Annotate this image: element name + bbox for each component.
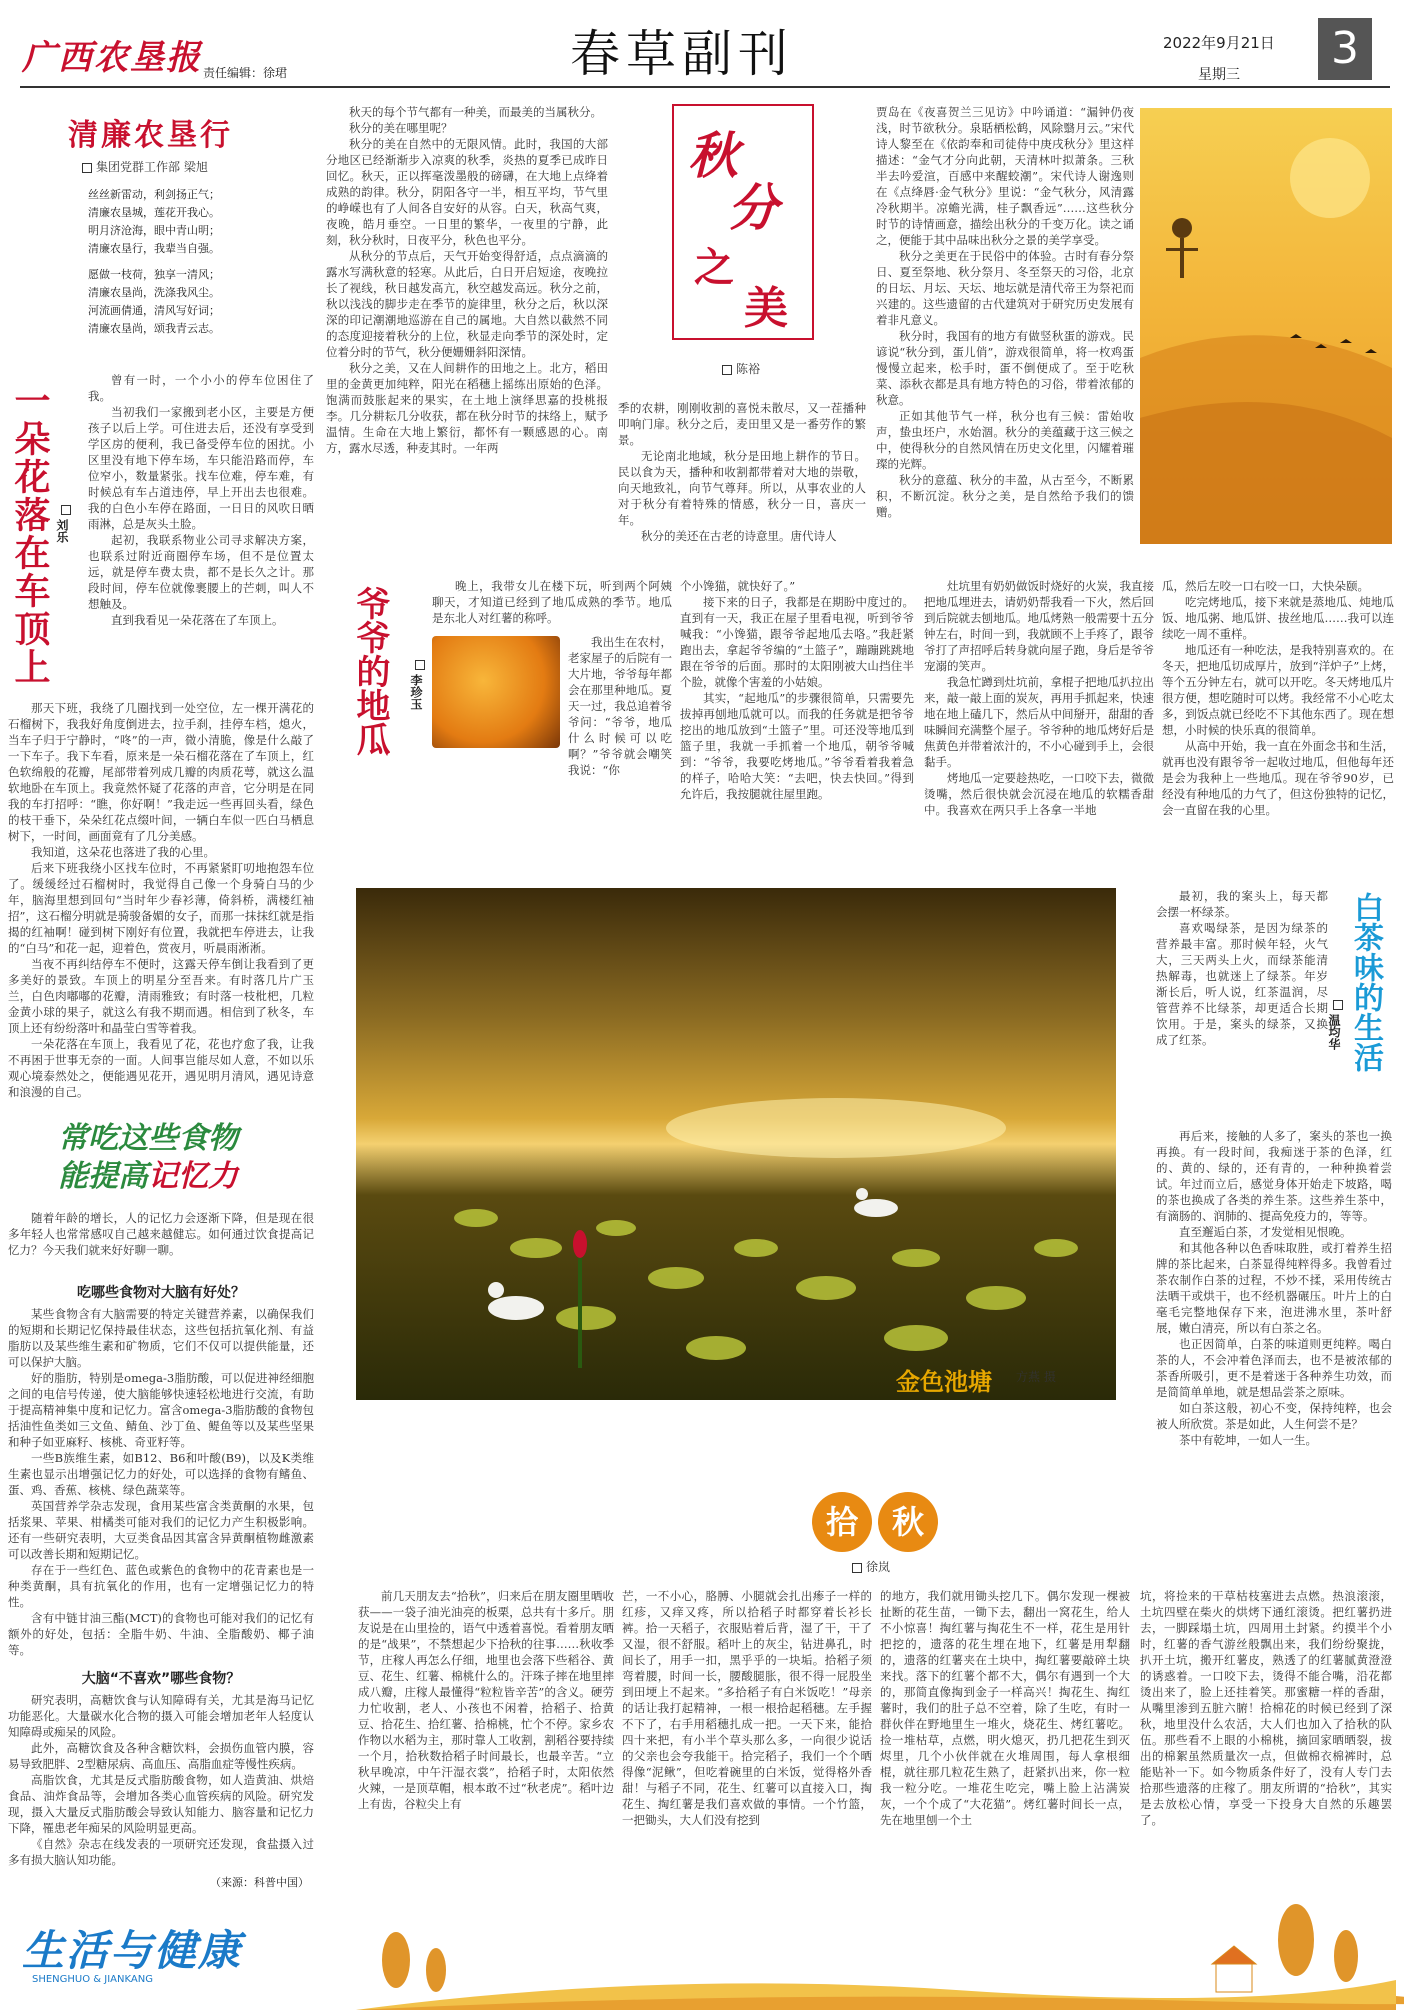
masthead-rule (20, 86, 1390, 88)
paper-logo: 广西农垦报 (22, 38, 202, 78)
page-number: 3 (1318, 18, 1372, 80)
memory-section-1: 某些食物含有大脑需要的特定关键营养素，以确保我们的短期和长期记忆保持最佳状态，这些包括抗氧化剂、有益脂肪以及某些维生素和矿物质，它们不仅可以提供能量，还可以保护大脑。 好的脂肪，特别是omega-3脂肪酸，可以促进神经细胞之间的电信号传递，使大脑能够快速轻松地进行交流，有助于提高精神集中度和记忆力。富含omega-3脂肪酸的食物包括油性鱼类如三文鱼、鲭鱼、沙丁鱼、鳀鱼等以及某些坚果和种子如亚麻籽、核桃、奇亚籽等。 一些B族维生素，如B12、B6和叶酸(B9)，以及K类维生素也显示出增强记忆力的好处，可以选择的食物有鳍鱼、蛋、鸡、香蕉、核桃、绿色蔬菜等。 英国营养学杂志发现，食用某些富含类黄酮的水果，包括浆果、苹果、柑橘类可能对我们的记忆力产生积极影响。还有一些研究表明，大豆类食品因其富含异黄酮植物雌激素可以改善长期和短期记忆。 存在于一些红色、蓝色或紫色的食物中的花青素也是一种类黄酮，具有抗氧化的作用，也有一定增强记忆力的特性。 含有中链甘油三酯(MCT)的食物也可能对我们的记忆有额外的好处，包括：全脂牛奶、牛油、全脂酸奶、椰子油等。 (8, 1307, 314, 1657)
editor-credit: 责任编辑：徐珺 (203, 66, 288, 80)
harvest-title-badge-2: 秋 (878, 1492, 938, 1552)
autumn-title-char-2: 分 (728, 178, 778, 237)
tea-title: 白茶味的生活 (1348, 892, 1383, 1072)
flower-byline: 刘乐 (54, 505, 71, 543)
autumn-byline: 陈裕 (722, 360, 760, 377)
harvest-col-4: 坑，将捡来的干草枯枝塞进去点燃。热浪滚滚，土坑四壁在柴火的烘烤下通红滚烫。把红薯扔进去，一脚踩塌土坑，四周用土封紧。约摸半个小时，红薯的香气游丝般飘出来，我们纷纷聚拢，扒开土坑，搬开红薯皮，熟透了的红薯腻黄澄澄的诱惑着。一口咬下去，烫得不能合嘴，沿花都烫出来了，脸上还挂着笑。那蜜糖一样的香甜，从嘴里渗到五脏六腑！拾棉花的时候已经到了深秋，地里没什么农活，大人们也加入了拾秋的队伍。那些看不上眼的小棉桃，摘回家晒晒裂，拔出的棉絮虽然质量次一点，但做棉衣棉裤时，总能贴补一下。如今物质条件好了，没有人专门去拾那些遗落的庄稼了。朋友所谓的“拾秋”，其实是去放松心情，享受一下投身大自然的乐趣罢了。 (1140, 1589, 1392, 1827)
poem-byline: 集团党群工作部 梁旭 (82, 158, 208, 175)
pond-photo-credit: 方燕 摄 (1016, 1370, 1056, 1384)
autumn-title-char-3: 之 (694, 244, 734, 291)
issue-date: 2022年9月21日 (1163, 34, 1275, 52)
memory-title (58, 1120, 238, 1196)
memory-subhead-1: 吃哪些食物对大脑有好处？ (77, 1285, 245, 1301)
sweet-potato-photo (432, 636, 560, 748)
section-title: 春草副刊 (570, 25, 794, 83)
grandpa-col-1-top: 晚上，我带女儿在楼下玩，听到两个阿姨聊天，才知道已经到了地瓜成熟的季节。地瓜是东北人对红薯的称呼。 (432, 579, 672, 625)
masthead (0, 0, 1404, 90)
grandpa-title: 爷爷的地瓜 (350, 586, 390, 756)
memory-title-line-1: 常吃这些食物 (58, 1121, 238, 1156)
footer-field-decoration (356, 1900, 1396, 2010)
issue-weekday: 星期三 (1198, 67, 1240, 83)
footer-trees-graphic (356, 1900, 1396, 2010)
harvest-title-badge-1: 拾 (812, 1492, 872, 1552)
poem-stanza-2: 愿做一枝荷，独享一清风； 清廉农垦尚，洗涤我风尘。 河流画倩通，清风写好词； 清廉农垦尚，颂我青云志。 (88, 268, 220, 335)
tea-body-bottom: 再后来，接触的人多了，案头的茶也一换再换。有一段时间，我痴迷于茶的色泽，红的、黄的、绿的，还有青的，一种种换着尝试。年过而立后，感觉身体开始走下坡路，喝的茶也换成了各类的养生茶。这些养生茶中，有滴肠的、润肺的、提高免疫力的，等等。 直至邂逅白茶，才发觉相见恨晚。 和其他各种以色香味取胜，或打着养生招牌的茶比起来，白茶显得纯粹得多。我曾看过茶农制作白茶的过程，不炒不揉，采用传统古法晒干或烘干，也不经机器碾压。叶片上的白毫毛完整地保存下来，泡进沸水里，茶叶舒展，嫩白清亮，所以有白茶之名。 也正因简单，白茶的味道则更纯粹。喝白茶的人，不会冲着色泽而去，也不是被浓郁的茶香所吸引，更不是着迷于各种养生功效，而是简简单单地，就是想品尝茶之原味。 如白茶这般，初心不变，保持纯粹，也会被人所欣赏。茶是如此，人生何尝不是？ 茶中有乾坤，一如人一生。 (1156, 1129, 1392, 1447)
tea-byline: 温均华 (1326, 1000, 1343, 1050)
footer-brand: 生活与健康 (22, 1926, 243, 1975)
grandpa-col-1-bottom: 我出生在农村，老家屋子的后院有一大片地，爷爷每年都会在那里种地瓜。夏天一过，我总追着爷爷问：“爷爷，地瓜什么时候可以吃啊？”爷爷就会嘲笑我说：“你 (568, 635, 672, 777)
autumn-title-box (672, 104, 814, 340)
harvest-col-3: 的地方，我们就用锄头挖几下。偶尔发现一棵被扯断的花生苗，一锄下去，翻出一窝花生，给人不小惊喜！掏红薯与掏花生不一样，花生是用针把挖的，遗落的花生埋在地下，红薯是用犁翻的，遗落的红薯夹在土块中，掏红薯要敲碎土块来找。落下的红薯个都不大，偶尔有遇到一个大的，那简直像掏到金子一样高兴！掏花生、掏红薯时，我们的肚子总不空着，除了生吃，有时一群伙伴在野地里生一堆火，烧花生、烤红薯吃。捡一堆枯草，点燃，明火熄灭，扔几把花生到灭烬里，几个小伙伴就在火堆周围，每人拿根细棍，就往那几粒花生熟了，赶紧扒出来，你一粒我一粒分吃。一堆花生吃完，嘴上脸上沾满炭灰，一个个成了“大花猫”。烤红薯时间长一点，先在地里刨一个土 (880, 1589, 1130, 1827)
pond-scene-graphic (356, 888, 1116, 1400)
memory-source: （来源：科普中国） (210, 1876, 309, 1889)
autumn-title-char-4: 美 (744, 283, 788, 334)
memory-intro: 随着年龄的增长，人的记忆力会逐渐下降，但是现在很多年轻人也常常感叹自己越来越健忘。如何通过饮食提高记忆力？今天我们就来好好聊一聊。 (8, 1211, 314, 1257)
flower-title: 一朵花落在车顶上 (9, 382, 51, 686)
field-scene-graphic (1140, 108, 1392, 544)
memory-title-line-2: 能提高记忆力 (58, 1159, 238, 1194)
flower-body-top: 曾有一时，一个小小的停车位困住了我。 当初我们一家搬到老小区，主要是方便孩子以后上学。可住进去后，还没有享受到学区房的便利，我已备受停车位的困扰。小区里没有地下停车场，车只能沿路而停，车位窄小，数量紧张。找车位难，停车难，有时候总有车占道违停，早上开出去也很难。我的白色小车停在路面，一日日的风吹日晒雨淋，总是灰头土脸。 起初，我联系物业公司寻求解决方案，也联系过附近商圈停车场，但不是位置太远，就是停车费太贵，都不是长久之计。那段时间，停车位就像裹腰上的芒刺，叫人不想触及。 直到我看见一朵花落在了车顶上。 (88, 373, 314, 627)
tea-body-top: 最初，我的案头上，每天都会摆一杯绿茶。 喜欢喝绿茶，是因为绿茶的营养最丰富。那时候年轻，火气大，三天两头上火，而绿茶能清热解毒，也就迷上了绿茶。年岁渐长后，听人说，红茶温润，尽管营养不比绿茶，却更适合长期饮用。于是，案头的绿茶，又换成了红茶。 (1156, 889, 1328, 1047)
grandpa-col-4: 瓜，然后左咬一口右咬一口，大快朵颐。 吃完烤地瓜，接下来就是蒸地瓜、炖地瓜饭、地瓜粥、地瓜饼、拔丝地瓜……我可以连续吃一周不重样。 地瓜还有一种吃法，是我特别喜欢的。在冬天，把地瓜切成厚片，放到“洋炉子”上烤，等个五分钟左右，就可以开吃。冬天烤地瓜片很方便，想吃随时可以烤。我经常不小心吃太多，到饭点就已经吃不下其他东西了。现在想想，小时候的快乐真的很简单。 从高中开始，我一直在外面念书和生活，就再也没有跟爷爷一起收过地瓜，但他每年还是会为我种上一些地瓜。现在爷爷90岁，已经没有种地瓜的力气了，但这份独特的记忆，会一直留在我的心里。 (1162, 579, 1394, 817)
harvest-byline: 徐岚 (852, 1558, 890, 1575)
poem-stanza-1: 丝丝新雷动，利剑扬正气； 清廉农垦城，莲花开我心。 明月济沧海，眼中青山明； 清廉农垦行，我辈当自强。 (88, 188, 220, 255)
flower-body-bottom: 那天下班，我绕了几圈找到一处空位，左一棵开满花的石榴树下，我我好角度倒进去，拉手刹，挂停车档，熄火，当车子归于宁静时，“咚”的一声，微小清脆，像是什么敲了一下车子。我下车看，原来是一朵石榴花落在了车顶上，红色软绵般的花瓣，尾部带着列成几瓣的肉质花萼，就这么温软地卧在车顶上。我竟然怀疑了花落的声音，它分明是在同我的车打招呼：“瞧，你好啊！”我走远一些再回头看，绿色的枝干垂下，朵朵红花点缀叶间，一辆白车似一匹白马栖息树下，一时间，画面竟有了几分美感。 我知道，这朵花也落进了我的心里。 后来下班我绕小区找车位时，不再紧紧盯叨地抱怨车位了。缓缓经过石榴树时，我觉得自己像一个身骑白马的少年，脑海里想到回句“当时年少春衫薄，倚斜桥，满楼红袖招”，这石榴分明就是骑骏备媚的女子，而那一抹抹红就是指揭的红袖啊！碰到树下刚好有位置，我就把车停进去，让我的“白马”和花一起，迎着色，赏夜月，听晨雨淅淅。 当夜不再纠结停车不便时，这露天停车倒让我看到了更多美好的景致。车顶上的明星分至吾来。有时落几片广玉兰，白色肉嘟嘟的花瓣，清雨雅致；有时落一枝枇杷，几粒金黄小球的果子，就这么有我不期而遇。相信到了秋冬，车顶上还有纷纷落叶和晶莹白雪等着我。 一朵花落在车顶上，我看见了花，花也疗愈了我，让我不再困于世事无奈的一面。人间事岂能尽如人意，不如以乐观心境泰然处之，便能遇见花开，遇见明月清风，遇见诗意和浪漫的自己。 (8, 701, 314, 1099)
autumn-col-1: 秋天的每个节气都有一种美，而最美的当属秋分。 秋分的美在哪里呢？ 秋分的美在自然中的无限风情。此时，我国的大部分地区已经渐渐步入凉爽的秋季，炎热的夏季已成昨日回忆。秋天，正以挥毫泼墨般的磅礴，在大地上点绛着成熟的韵律。秋分，阴阳各守一半，相互平均，节气里的峥嵘也有了人间各自安好的从容。白天，秋高气爽，夜晚，皓月垂空。一日里的繁华，一夜里的宁静，此刻，秋分秋时，日夜平分，秋色也平分。 从秋分的节点后，天气开始变得舒适，点点滴滴的露水写满秋意的轻寒。从此后，白日开启短途，夜晚拉长了视线，秋日越发高亢，秋空越发高远。秋分之前，秋以浅浅的脚步走在季节的旋律里，秋分之后，秋以深深的印记潮潮地巡游在自己的属地。大自然以截然不同的态度迎接着秋分的上位，秋显走向季节的深处时，定位着分时的节气，秋分便姗姗斜阳深情。 秋分之美，又在人间耕作的田地之上。北方，稻田里的金黄更加纯粹，阳光在稻穗上摇练出原始的色泽。饱满而鼓胀起来的果实，在土地上演绎思嘉的投桃报李。几分耕耘几分收获，都在秋分时节的抹络上，赋予温情。生命在大地上繁衍，都怀有一颗感恩的心。南方，露水尽透，种麦其时。一年两 (326, 105, 608, 455)
pond-photo-title: 金色池塘 (896, 1367, 992, 1396)
autumn-title-char-1: 秋 (688, 126, 738, 185)
harvest-col-2: 芒，一不小心，胳膊、小腿就会扎出瘆子一样的红疹，又痒又疼，所以拾稻子时都穿着长衫长裤。拾一天稻子，衣服贴着后背，湿了干，干了又湿，很不舒服。稻叶上的灰尘，钻进鼻孔，时间长了，用手一扣，黑乎乎的一块垢。拾稻子须弯着腰，时间一长，腰酸腿胀，很不得一屁股坐到田埂上不起来。“多拾稻子有白米饭吃！”母亲的话让我打起精神，一根一根拾起稻穗。左手握不下了，右手用稻穗扎成一把。一天下来，能拾四十来把，有小半个草头那么多，一向很少说话的父亲也会夸我能干。拾完稻子，我们一个个晒得像“泥鳅”，但吃着碗里的白米饭，觉得格外香甜！与稻子不同，花生、红薯可以直接入口，掏花生、掏红薯是我们喜欢做的事情。一个竹篮，一把锄头，大人们没有挖到 (622, 1589, 872, 1827)
autumn-field-illustration (1140, 108, 1392, 544)
autumn-col-3: 贾岛在《夜喜贺兰三见访》中吟诵道：“漏钟仍夜浅，时节欲秋分。泉聒栖松鹤，风除翳月云。”宋代诗人黎至在《依韵奉和司徒侍中庚戌秋分》里这样描述：“金气才分向此朝，天清林叶拟萧条。三秋半去吟爱渲，百感中来醒蛟潮”。宋代诗人谢逸则在《点绛唇·金气秋分》里说：“金气秋分，风清露冷秋期半。凉蟾光满，桂子飘香远”……这些秋分时节的诗情画意，描绘出秋分的千变万化。读之诵之，便能于其中品味出秋分之景的美学享受。 秋分之美更在于民俗中的体验。古时有春分祭日、夏至祭地、秋分祭月、冬至祭天的习俗，北京的日坛、月坛、天坛、地坛就是清代帝王为祭祀而兴建的。这些遗留的古代建筑对于研究历史发展有着非凡意义。 秋分时，我国有的地方有做竖秋蛋的游戏。民谚说“秋分到，蛋儿俏”，游戏很简单，将一枚鸡蛋慢慢立起来，松手时，蛋不倒便成了。至于吃秋菜、添秋衣都是具有地方特色的习俗，带着浓郁的秋意。 正如其他节气一样，秋分也有三候：雷始收声，蛰虫坯户，水始涸。秋分的美蕴藏于这三候之中，使得秋分的自然风情在历史文化里，闪耀着璀璨的光辉。 秋分的意蕴、秋分的丰盈，从古至今，不断累积，不断沉淀。秋分之美，是自然给予我们的馈赠。 (876, 105, 1134, 519)
grandpa-col-3: 灶坑里有奶奶做饭时烧好的火炭，我直接把地瓜埋进去，请奶奶帮我看一下火，然后回到后院就去刨地瓜。地瓜烤熟一般需要十五分钟左右，时间一到，我就顾不上手疼了，跟爷爷打了声招呼后转身就向屋子跑，身后是爷爷宠溺的笑声。 我急忙蹲到灶坑前，拿棍子把地瓜扒拉出来，敲一敲上面的炭灰，再用手抓起来，快速地在地上磕几下，然后从中间掰开，甜甜的香味瞬间充满整个屋子。爷爷种的地瓜烤好后是焦黄色并带着浓汁的，不小心碰到手上，会很黏手。 烤地瓜一定要趁热吃，一口咬下去，微微烫嘴，然后很快就会沉浸在地瓜的软糯香甜中。我喜欢在两只手上各拿一半地 (924, 579, 1154, 817)
memory-section-2: 研究表明，高糖饮食与认知障碍有关，尤其是海马记忆功能恶化。大量碳水化合物的摄入可能会增加老年人轻度认知障碍或痴呆的风险。 此外，高糖饮食及各种含糖饮料，会损伤血管内膜，容易导致肥胖、2型糖尿病、高血压、高脂血症等慢性疾病。 高脂饮食，尤其是反式脂肪酸食物，如人造黄油、烘焙食品、油炸食品等，会增加各类心血管疾病的风险。研究发现，摄入大量反式脂肪酸会导致认知能力、脑容量和记忆力下降，罹患老年痴呆的风险明显更高。 《自然》杂志在线发表的一项研究还发现，食盐摄入过多有损大脑认知功能。 (8, 1693, 314, 1867)
harvest-col-1: 前几天朋友去“拾秋”，归来后在朋友圈里晒收获——一袋子油光油亮的板栗，总共有十多斤。朋友说是在山里捡的，语气中透着喜悦。看着朋友晒的是“战果”，不禁想起少下拾秋的往事……秋收季节，庄稼人再怎么仔细，地里也会落下些稻谷、黄豆、花生、红薯、棉桃什么的。汗珠子摔在地里摔成八瓣，庄稼人最懂得“粒粒皆辛苦”的含义。硬劳力忙收割，老人、小孩也不闲着，拾稻子、拾黄豆、拾花生、拾红薯、拾棉桃，忙个不停。家乡农作物以水稻为主，那时靠人工收割，割稻谷要持续一个月，拾秋数拾稻子时间最长，也最辛苦。“立秋早晚凉，中午汗湿衣裳”，拾稻子时，太阳依然火辣，一是顶草帽，根本敢不过“秋老虎”。稻叶边上有齿，谷粒尖上有 (358, 1589, 614, 1811)
memory-subhead-2: 大脑“不喜欢”哪些食物？ (81, 1671, 241, 1687)
footer-pinyin: SHENGHUO & JIANKANG (32, 1974, 153, 1985)
grandpa-byline: 李珍玉 (408, 660, 425, 710)
golden-pond-photo (356, 888, 1116, 1400)
autumn-col-2: 季的农耕，刚刚收割的喜悦未散尽，又一茬播种叩响门扉。秋分之后，麦田里又是一番劳作的繁景。 无论南北地域，秋分是田地上耕作的节日。民以食为天，播种和收割都带着对大地的崇敬，向天地致礼，向节气尊拜。所以，从事农业的人对于秋分有着特殊的情感，秋分一日，喜庆一年。 秋分的美还在古老的诗意里。唐代诗人 (618, 401, 866, 543)
poem-title: 清廉农垦行 (68, 118, 233, 153)
grandpa-col-2: 个小馋猫，就快好了。” 接下来的日子，我都是在期盼中度过的。直到有一天，我正在屋子里看电视，听到爷爷喊我：“小馋猫，跟爷爷起地瓜去咯。”我赶紧跑出去，拿起爷爷编的“土篮子”，蹦蹦跳跳地跟在爷爷的后面。那时的太阳刚被大山挡住半个脸，就像个害羞的小姑娘。 其实，“起地瓜”的步骤很简单，只需要先拔掉再刨地瓜就可以。而我的任务就是把爷爷挖出的地瓜放到“土篮子”里。可还没等地瓜到篮子里，我就一手抓着一个地瓜，朝爷爷喊到：“爷爷，我要吃烤地瓜。”爷爷看着我着急的样子，哈哈大笑：“去吧，快去快回。”得到允许后，我按腿就往屋里跑。 (680, 579, 914, 801)
